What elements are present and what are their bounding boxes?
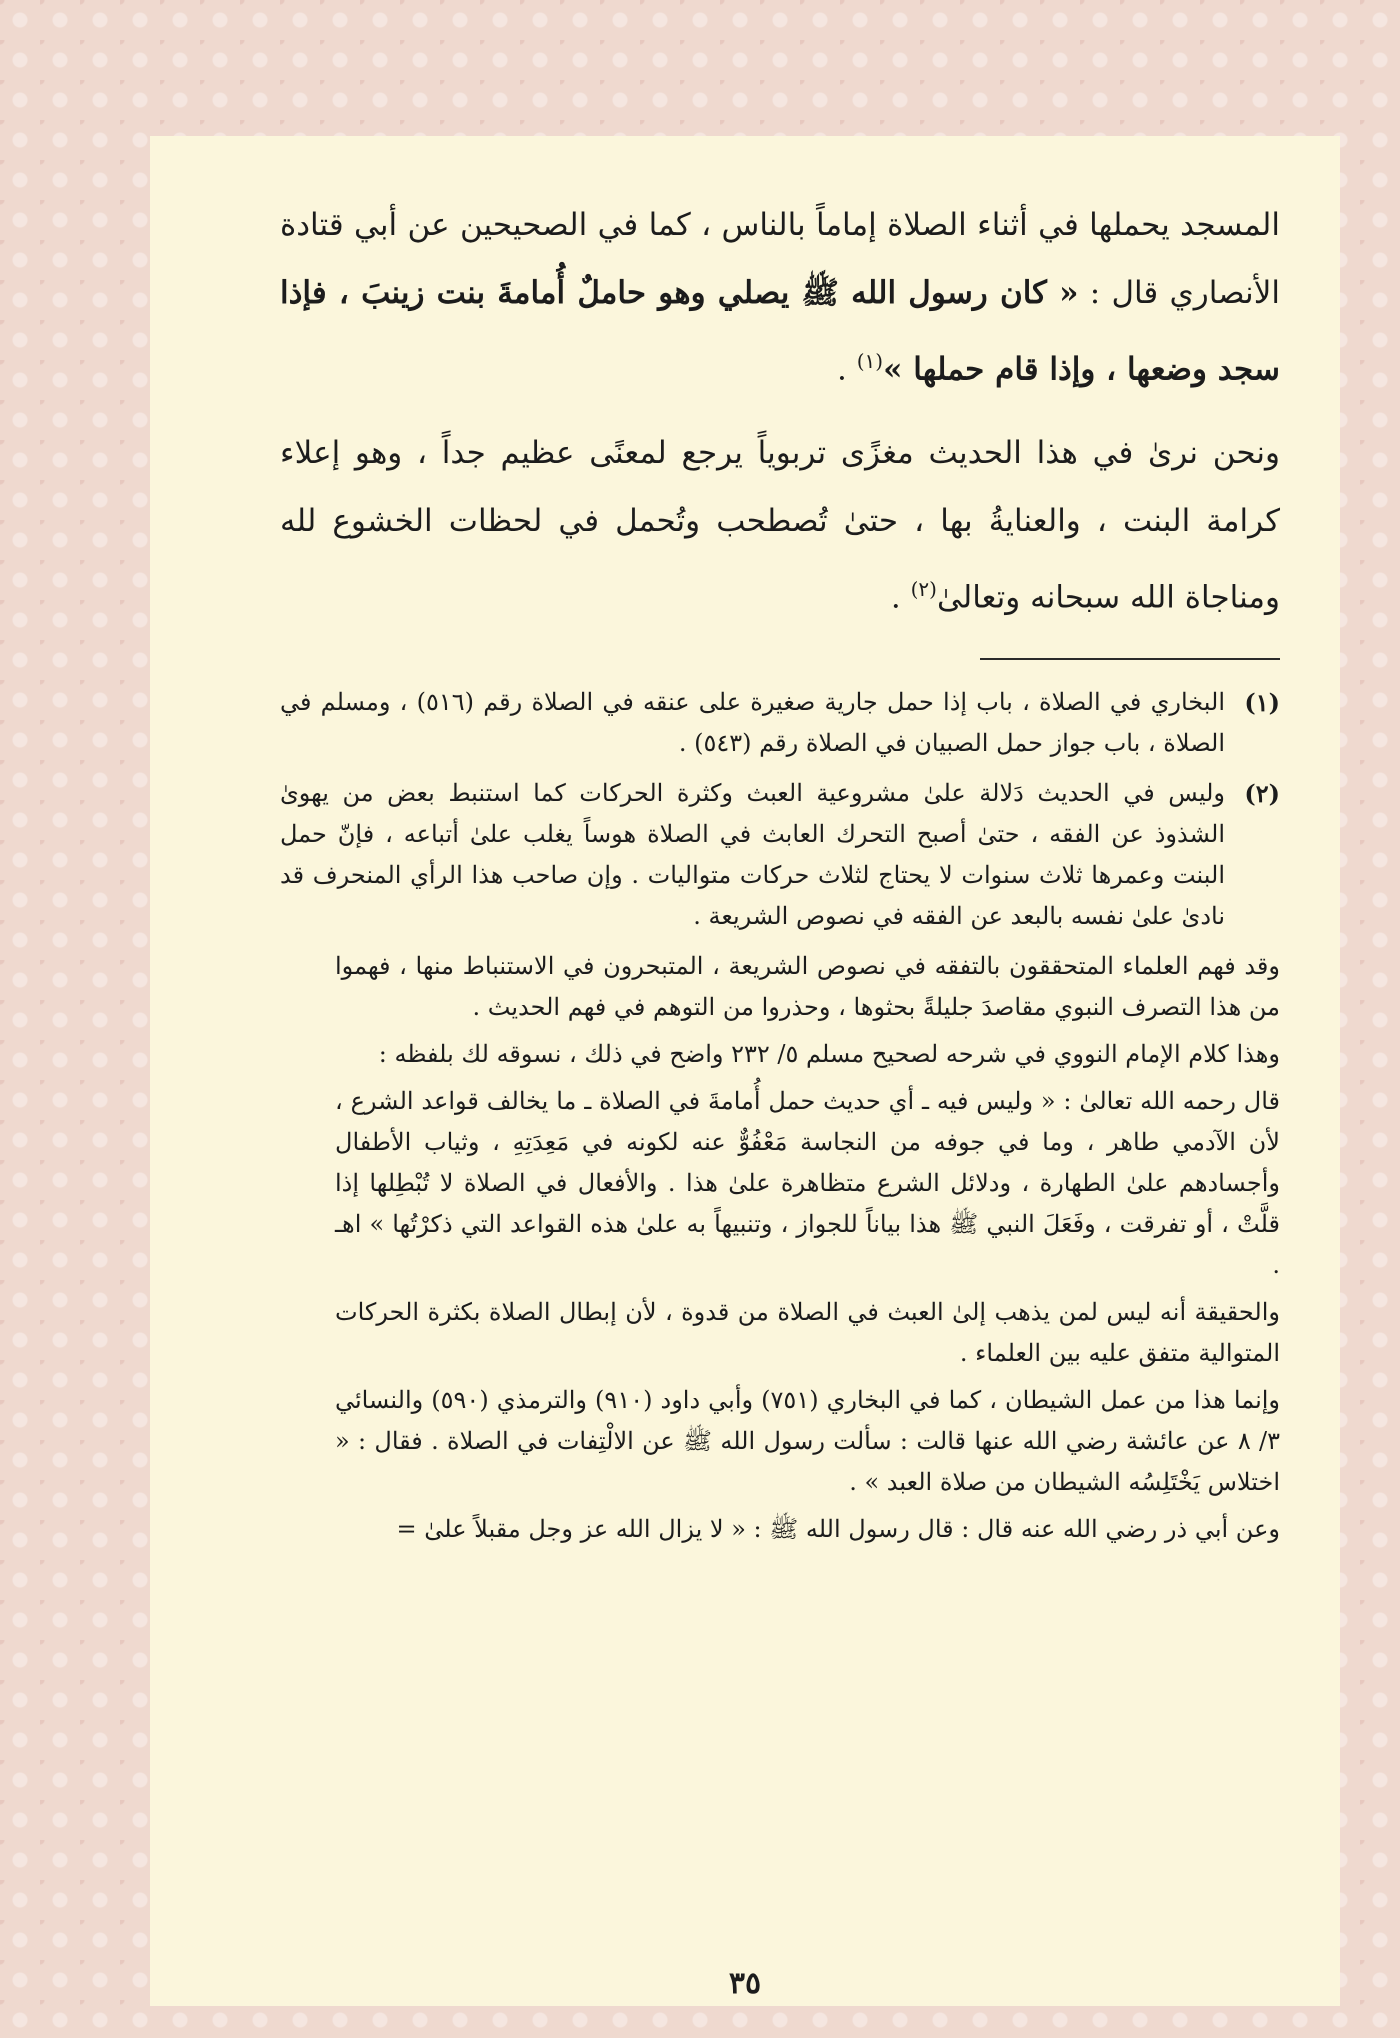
footnote-2-continuation: وهذا كلام الإمام النووي في شرحه لصحيح مسلم ٥/ ٢٣٢ واضح في ذلك ، نسوقه لك بلفظه : — [378, 1039, 1280, 1068]
footnote-number: (٢) — [1244, 778, 1280, 808]
footnote-2-continuation: وعن أبي ذر رضي الله عنه قال : قال رسول الله ﷺ : « لا يزال الله عز وجل مقبلاً علىٰ = — [396, 1514, 1280, 1543]
footnote-ref-2[interactable]: (٢) — [910, 577, 937, 602]
footnote-body: البخاري في الصلاة ، باب إذا حمل جارية صغيرة على عنقه في الصلاة رقم (٥١٦) ، ومسلم في الصلاة ، باب جواز حمل الصبيان في الصلاة رقم (٥٤٣) . — [280, 687, 1225, 757]
footnote-number: (١) — [1244, 687, 1280, 717]
footnote-divider — [980, 658, 1280, 660]
footnote-2-continuation: قال رحمه الله تعالىٰ : « وليس فيه ـ أي حديث حمل أُمامةَ في الصلاة ـ ما يخالف قواعد الشرع ، لأن الآدمي طاهر ، وما في جوفه من النجاسة مَعْفُوٌّ عنه لكونه في مَعِدَتِهِ ، وثياب الأطفال وأجسادهم علىٰ الطهارة ، ودلائل الشرع متظاهرة علىٰ هذا . والأفعال في الصلاة لا تُبْطِلها إذا قلَّتْ ، أو تفرقت ، وفَعَلَ النبي ﷺ هذا بياناً للجواز ، وتنبيهاً به علىٰ هذه القواعد التي ذكرْتُها » اهـ . — [335, 1086, 1280, 1279]
footnote-2-continuation: والحقيقة أنه ليس لمن يذهب إلىٰ العبث في الصلاة من قدوة ، لأن إبطال الصلاة بكثرة الحركات المتوالية متفق عليه بين العلماء . — [335, 1297, 1280, 1367]
footnote-ref-1[interactable]: (١) — [856, 349, 884, 373]
page-paper — [150, 136, 1340, 2006]
page-text — [280, 191, 1280, 1556]
main-paragraph-1: المسجد يحملها في أثناء الصلاة إماماً بالناس ، كما في الصحيحين عن أبي قتادة الأنصاري قال : « كان رسول الله ﷺ يصلي وهو حاملٌ أُمامةَ بنت زينبَ ، فإذا سجد وضعها ، وإذا قام حملها »$^{(١)}$ . — [280, 207, 1280, 388]
footnote-2-continuation: وقد فهم العلماء المتحققون بالتفقه في نصوص الشريعة ، المتبحرون في الاستنباط منها ، فهموا من هذا التصرف النبوي مقاصدَ جليلةً بحثوها ، وحذروا من التوهم في فهم الحديث . — [335, 951, 1280, 1021]
main-text — [280, 191, 1280, 632]
footnote-2-continuation: وإنما هذا من عمل الشيطان ، كما في البخاري (٧٥١) وأبي داود (٩١٠) والترمذي (٥٩٠) والنسائي ٣/ ٨ عن عائشة رضي الله عنها قالت : سألت رسول الله ﷺ عن الالْتِفات في الصلاة . فقال : « اختلاس يَخْتَلِسُه الشيطان من صلاة العبد » . — [335, 1385, 1281, 1496]
page-number: ٣٥ — [728, 1966, 762, 2001]
footnote-2 — [280, 773, 1280, 943]
hadith-quote: « كان رسول الله ﷺ يصلي وهو حاملٌ أُمامةَ بنت زينبَ ، فإذا سجد وضعها ، وإذا قام حملها » — [280, 275, 1280, 388]
footnote-1 — [280, 682, 1280, 770]
main-paragraph-2: ونحن نرىٰ في هذا الحديث مغزًى تربوياً يرجع لمعنًى عظيم جداً ، وهو إعلاء كرامة البنت ، والعنايةُ بها ، حتىٰ تُصطحب وتُحمل في لحظات الخشوع لله ومناجاة الله سبحانه وتعالىٰ$^{(٢)}$ . — [280, 435, 1280, 616]
footnote-body: وليس في الحديث دَلالة علىٰ مشروعية العبث وكثرة الحركات كما استنبط بعض من يهوىٰ الشذوذ عن الفقه ، حتىٰ أصبح التحرك العابث في الصلاة هوساً يغلب علىٰ أتباعه ، فإنّ حمل البنت وعمرها ثلاث سنوات لا يحتاج لثلاث حركات متواليات . وإن صاحب هذا الرأي المنحرف قد نادىٰ علىٰ نفسه بالبعد عن الفقه في نصوص الشريعة . — [280, 778, 1225, 930]
